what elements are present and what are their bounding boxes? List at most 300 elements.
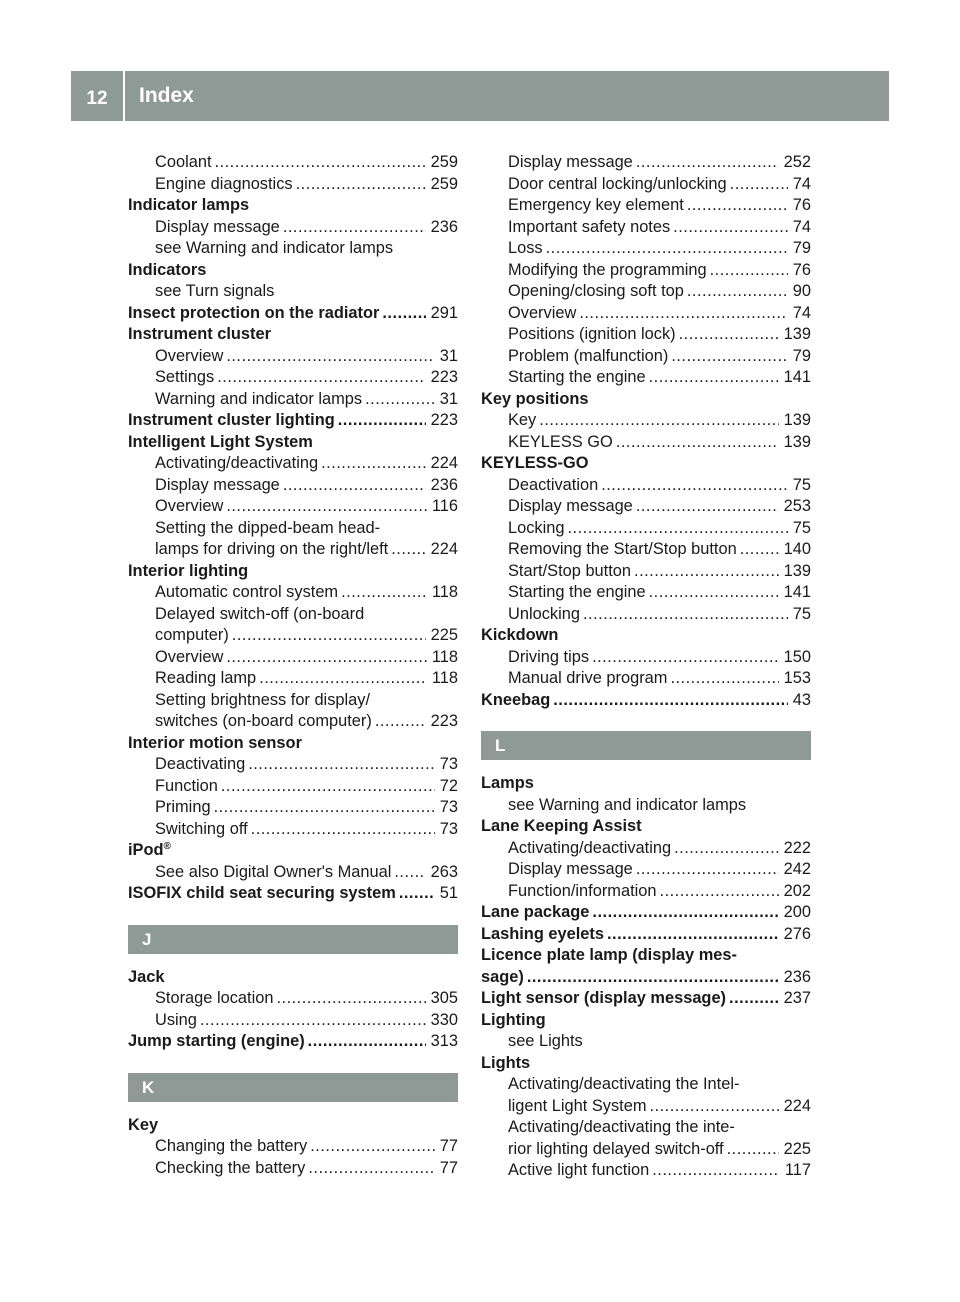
dot-leader [649, 1096, 778, 1118]
index-subentry[interactable] [128, 625, 458, 647]
entry-text: Delayed switch-off (on-board [155, 604, 365, 623]
index-heading[interactable] [481, 945, 811, 967]
entry-text: see Warning and indicator lamps [508, 795, 747, 814]
index-subentry[interactable] [128, 604, 458, 626]
entry-text: Instrument cluster [128, 325, 271, 343]
entry-text: Light sensor (display message) [481, 989, 727, 1007]
entry-text: Activating/deactivating the Intel- [508, 1075, 740, 1093]
dot-leader [687, 195, 788, 217]
index-heading[interactable] [128, 1115, 458, 1137]
index-subentry[interactable] [128, 668, 458, 690]
page-ref[interactable]: 31 [439, 346, 458, 365]
index-subentry[interactable] [128, 1010, 458, 1032]
entry-text: Lighting [481, 1010, 546, 1029]
index-heading[interactable] [481, 902, 811, 924]
entry-text: Activating/deactivating [508, 838, 672, 857]
index-heading[interactable] [128, 324, 458, 346]
entry-text: Setting the dipped-beam head- [155, 518, 381, 537]
index-column-left [128, 152, 458, 1179]
page-ref[interactable]: 76 [792, 196, 811, 214]
entry-text: Overview [508, 303, 577, 322]
index-heading[interactable] [128, 303, 458, 325]
entry-text: Function/information [508, 881, 657, 900]
index-subentry[interactable] [128, 647, 458, 669]
page-ref[interactable]: 224 [783, 1096, 811, 1115]
entry-text: Key [128, 1115, 159, 1134]
index-subentry[interactable] [481, 217, 811, 239]
index-subentry[interactable] [128, 539, 458, 561]
index-subentry[interactable] [481, 647, 811, 669]
dot-leader [226, 647, 427, 669]
dot-leader [276, 988, 425, 1010]
page-ref[interactable]: 139 [783, 561, 811, 580]
index-subentry[interactable] [128, 152, 458, 174]
entry-text: ligent Light System [508, 1096, 647, 1115]
entry-text: Function [155, 776, 218, 795]
index-heading[interactable] [128, 967, 458, 989]
page-ref[interactable]: 51 [439, 884, 458, 902]
index-subentry[interactable] [481, 346, 811, 368]
index-subentry[interactable] [128, 988, 458, 1010]
index-subentry[interactable] [128, 819, 458, 841]
index-heading[interactable] [481, 773, 811, 795]
entry-text: Modifying the programming [508, 260, 707, 279]
dot-leader [539, 410, 778, 432]
page-ref[interactable]: 74 [792, 303, 811, 322]
page-header [71, 71, 889, 121]
dot-leader [730, 174, 788, 196]
page-ref[interactable]: 73 [439, 755, 458, 773]
page-ref[interactable]: 141 [783, 368, 811, 386]
page-ref[interactable]: 118 [431, 647, 458, 666]
entry-text: Driving tips [508, 647, 590, 666]
index-subentry[interactable] [128, 1136, 458, 1158]
dot-leader [259, 668, 427, 690]
index-subentry[interactable] [128, 776, 458, 798]
page-ref[interactable]: 224 [430, 454, 458, 472]
index-subentry[interactable] [481, 795, 811, 817]
entry-text: Unlocking [508, 604, 580, 623]
entry-text: Checking the battery [155, 1158, 306, 1177]
index-heading[interactable] [128, 195, 458, 217]
index-heading[interactable] [128, 432, 458, 454]
entry-text: Switching off [155, 819, 248, 838]
page-ref[interactable]: 223 [430, 411, 458, 429]
entry-text: Key positions [481, 389, 589, 408]
dot-leader [546, 238, 788, 260]
page-ref[interactable]: 139 [783, 411, 811, 429]
page-ref[interactable]: 259 [430, 174, 458, 193]
page-ref[interactable]: 79 [792, 346, 811, 365]
dot-leader [308, 1031, 426, 1053]
index-subentry[interactable] [128, 582, 458, 604]
index-heading[interactable] [481, 967, 811, 989]
index-subentry[interactable] [128, 367, 458, 389]
dot-leader [592, 902, 778, 924]
entry-text: Lights [481, 1053, 531, 1072]
index-subentry[interactable] [481, 152, 811, 174]
index-subentry[interactable] [481, 367, 811, 389]
entry-text: sage) [481, 967, 524, 986]
dot-leader [296, 174, 426, 196]
dot-leader [679, 324, 779, 346]
dot-leader [399, 883, 435, 905]
page-ref[interactable]: 259 [430, 153, 458, 171]
page-ref[interactable]: 222 [783, 838, 811, 857]
dot-leader [673, 217, 788, 239]
index-subentry[interactable] [481, 1117, 811, 1139]
page-ref[interactable]: 263 [430, 862, 458, 881]
page-ref[interactable]: 305 [430, 989, 458, 1007]
page-ref[interactable]: 77 [439, 1158, 458, 1177]
entry-text: Display message [508, 860, 633, 878]
index-subentry[interactable] [128, 711, 458, 733]
dot-leader [310, 1136, 435, 1158]
dot-leader [607, 924, 779, 946]
entry-text: Door central locking/unlocking [508, 174, 727, 193]
dot-leader [308, 1158, 434, 1180]
entry-text: Changing the battery [155, 1137, 308, 1155]
index-subentry[interactable] [481, 496, 811, 518]
entry-text: Jack [128, 967, 165, 986]
index-heading[interactable] [481, 1010, 811, 1032]
index-subentry[interactable] [481, 1160, 811, 1182]
index-subentry[interactable] [481, 859, 811, 881]
index-heading[interactable] [128, 1031, 458, 1053]
index-subentry[interactable] [128, 862, 458, 884]
entry-text: Activating/deactivating [155, 454, 319, 472]
index-subentry[interactable] [481, 539, 811, 561]
page-ref[interactable]: 153 [783, 669, 811, 687]
page-ref[interactable]: 291 [430, 303, 458, 322]
index-subentry[interactable] [128, 238, 458, 260]
index-subentry[interactable] [481, 195, 811, 217]
page-ref[interactable]: 237 [783, 989, 811, 1007]
dot-leader [740, 539, 779, 561]
dot-leader [671, 346, 787, 368]
index-subentry[interactable] [481, 260, 811, 282]
dot-leader [634, 561, 779, 583]
entry-text: ISOFIX child seat securing system [128, 884, 396, 902]
entry-text: Removing the Start/Stop button [508, 540, 737, 558]
index-heading[interactable] [481, 453, 811, 475]
entry-text: Display message [155, 217, 280, 236]
index-subentry[interactable] [481, 582, 811, 604]
index-heading[interactable] [481, 816, 811, 838]
index-subentry[interactable] [128, 496, 458, 518]
page-ref[interactable]: 242 [783, 860, 811, 878]
dot-leader [251, 819, 435, 841]
index-subentry[interactable] [481, 1096, 811, 1118]
dot-leader [729, 988, 779, 1010]
dot-leader [636, 496, 779, 518]
entry-text: KEYLESS-GO [481, 454, 589, 472]
dot-leader [568, 518, 788, 540]
section-letter: K [128, 1073, 458, 1102]
index-subentry[interactable] [481, 668, 811, 690]
entry-text: Overview [155, 346, 224, 365]
index-heading[interactable] [128, 733, 458, 755]
dot-leader [652, 1160, 780, 1182]
page-ref[interactable]: 225 [783, 1139, 811, 1158]
entry-text: Display message [508, 497, 633, 515]
page-ref[interactable]: 139 [783, 325, 811, 343]
entry-text: Intelligent Light System [128, 432, 313, 451]
entry-text: Locking [508, 518, 565, 537]
entry-text: Warning and indicator lamps [155, 389, 363, 408]
page-ref[interactable]: 116 [431, 497, 458, 515]
registered-mark: ® [163, 841, 171, 852]
index-subentry[interactable] [128, 797, 458, 819]
page-ref[interactable]: 200 [783, 903, 811, 921]
page-ref[interactable]: 117 [784, 1161, 811, 1179]
page-ref[interactable]: 43 [792, 690, 811, 709]
page-ref[interactable]: 330 [430, 1010, 458, 1029]
entry-text: Display message [508, 153, 633, 171]
entry-text: see Warning and indicator lamps [155, 239, 394, 257]
index-subentry[interactable] [481, 881, 811, 903]
dot-leader [226, 496, 427, 518]
index-subentry[interactable] [481, 1074, 811, 1096]
index-subentry[interactable] [128, 475, 458, 497]
page-ref[interactable]: 74 [792, 174, 811, 193]
index-subentry[interactable] [481, 324, 811, 346]
entry-text: Emergency key element [508, 196, 684, 214]
page-ref[interactable]: 236 [430, 475, 458, 494]
index-subentry[interactable] [481, 410, 811, 432]
dot-leader [338, 410, 426, 432]
dot-leader [248, 754, 435, 776]
entry-text: Licence plate lamp (display mes- [481, 946, 737, 964]
page-ref[interactable]: 150 [783, 647, 811, 666]
entry-text: Key [508, 411, 537, 429]
dot-leader [283, 475, 426, 497]
index-subentry[interactable] [481, 475, 811, 497]
entry-text: Storage location [155, 989, 274, 1007]
entry-text: Starting the engine [508, 368, 646, 386]
entry-text: Automatic control system [155, 583, 339, 601]
dot-leader [727, 1139, 779, 1161]
entry-text: Interior motion sensor [128, 733, 302, 752]
index-heading[interactable] [481, 625, 811, 647]
entry-text: KEYLESS GO [508, 432, 613, 451]
entry-text: Problem (malfunction) [508, 346, 669, 365]
dot-leader [636, 859, 779, 881]
section-letter: L [481, 731, 811, 760]
entry-text: Activating/deactivating the inte- [508, 1118, 735, 1136]
entry-text: Jump starting (engine) [128, 1032, 305, 1050]
index-subentry[interactable] [128, 754, 458, 776]
page-ref[interactable]: 118 [431, 583, 458, 601]
entry-text: Using [155, 1010, 197, 1029]
entry-text: Instrument cluster lighting [128, 411, 335, 429]
index-subentry[interactable] [128, 518, 458, 540]
page-ref[interactable]: 75 [792, 475, 811, 494]
entry-text: see Turn signals [155, 282, 275, 300]
index-subentry[interactable] [481, 174, 811, 196]
index-heading[interactable] [128, 260, 458, 282]
index-heading[interactable] [481, 924, 811, 946]
dot-leader [200, 1010, 426, 1032]
entry-text: Setting brightness for display/ [155, 690, 371, 709]
dot-leader [592, 647, 779, 669]
entry-text: lamps for driving on the right/left [155, 540, 389, 558]
index-subentry[interactable] [128, 346, 458, 368]
index-subentry[interactable] [481, 838, 811, 860]
entry-text: iPod® [128, 841, 171, 859]
index-heading[interactable] [128, 883, 458, 905]
index-subentry[interactable] [481, 281, 811, 303]
dot-leader [375, 711, 426, 733]
page-ref[interactable]: 276 [783, 924, 811, 943]
index-subentry[interactable] [128, 453, 458, 475]
page-ref[interactable]: 224 [430, 540, 458, 558]
dot-leader [674, 838, 779, 860]
index-subentry[interactable] [481, 303, 811, 325]
page-ref[interactable]: 253 [783, 497, 811, 515]
dot-leader [391, 539, 425, 561]
index-heading[interactable] [128, 840, 458, 862]
dot-leader [583, 604, 788, 626]
entry-text: Overview [155, 497, 224, 515]
page-ref[interactable]: 236 [783, 967, 811, 986]
section-title: Index [139, 84, 194, 107]
page-ref[interactable]: 140 [783, 540, 811, 558]
entry-text: Lane package [481, 903, 590, 921]
dot-leader [221, 776, 435, 798]
entry-text: Kickdown [481, 626, 559, 644]
entry-text: Lamps [481, 774, 534, 792]
entry-text: Insect protection on the radiator [128, 303, 380, 322]
page-ref[interactable]: 118 [431, 669, 458, 687]
index-subentry[interactable] [481, 561, 811, 583]
page-ref[interactable]: 72 [439, 776, 458, 795]
dot-leader [283, 217, 426, 239]
dot-leader [670, 668, 778, 690]
dot-leader [636, 152, 779, 174]
dot-leader [321, 453, 426, 475]
index-heading[interactable] [481, 1053, 811, 1075]
index-subentry[interactable] [481, 1139, 811, 1161]
index-subentry[interactable] [128, 217, 458, 239]
page-ref[interactable]: 202 [783, 881, 811, 900]
entry-text: Loss [508, 239, 543, 257]
entry-text: Engine diagnostics [155, 174, 293, 193]
dot-leader [649, 367, 779, 389]
entry-text: Starting the engine [508, 583, 646, 601]
entry-text: Deactivating [155, 755, 246, 773]
page-ref[interactable]: 90 [792, 282, 811, 300]
index-heading[interactable] [481, 988, 811, 1010]
page-ref[interactable]: 73 [439, 798, 458, 816]
page-ref[interactable]: 31 [439, 389, 458, 408]
index-subentry[interactable] [128, 174, 458, 196]
index-subentry[interactable] [128, 281, 458, 303]
index-subentry[interactable] [128, 1158, 458, 1180]
dot-leader [649, 582, 779, 604]
entry-text: Deactivation [508, 475, 599, 494]
entry-text: see Lights [508, 1032, 583, 1050]
dot-leader [226, 346, 434, 368]
dot-leader [601, 475, 788, 497]
dot-leader [217, 367, 425, 389]
entry-text: Priming [155, 798, 211, 816]
index-subentry[interactable] [128, 389, 458, 411]
page-ref[interactable]: 223 [430, 368, 458, 386]
entry-text: Coolant [155, 153, 212, 171]
entry-text: Kneebag [481, 690, 551, 709]
index-subentry[interactable] [481, 518, 811, 540]
entry-text: Interior lighting [128, 561, 249, 580]
entry-text: Reading lamp [155, 669, 257, 687]
entry-text: Start/Stop button [508, 561, 632, 580]
dot-leader [394, 862, 425, 884]
page-ref[interactable]: 225 [430, 626, 458, 644]
dot-leader [341, 582, 427, 604]
page-number: 12 [71, 71, 125, 121]
index-subentry[interactable] [481, 432, 811, 454]
entry-text: rior lighting delayed switch-off [508, 1139, 724, 1158]
dot-leader [365, 389, 435, 411]
entry-text: Indicator lamps [128, 196, 250, 214]
dot-leader [687, 281, 788, 303]
index-subentry[interactable] [128, 690, 458, 712]
entry-text: switches (on-board computer) [155, 712, 372, 730]
index-column-right [481, 152, 811, 1182]
entry-text: computer) [155, 626, 229, 644]
index-heading[interactable] [128, 561, 458, 583]
page-ref[interactable]: 223 [430, 712, 458, 730]
dot-leader [660, 881, 779, 903]
index-heading[interactable] [481, 389, 811, 411]
dot-leader [214, 797, 435, 819]
page-ref[interactable]: 79 [792, 239, 811, 257]
index-heading[interactable] [128, 410, 458, 432]
entry-text: Active light function [508, 1161, 650, 1179]
page-ref[interactable]: 75 [792, 604, 811, 623]
page-ref[interactable]: 73 [439, 819, 458, 838]
index-subentry[interactable] [481, 238, 811, 260]
entry-text: Positions (ignition lock) [508, 325, 676, 343]
entry-text: Important safety notes [508, 217, 671, 236]
entry-text: Display message [155, 475, 280, 494]
section-letter: J [128, 925, 458, 954]
index-subentry[interactable] [481, 604, 811, 626]
page-ref[interactable]: 77 [439, 1137, 458, 1155]
dot-leader [215, 152, 426, 174]
page-ref[interactable]: 139 [783, 432, 811, 451]
dot-leader [527, 967, 779, 989]
entry-text: Indicators [128, 260, 207, 279]
dot-leader [579, 303, 787, 325]
index-subentry[interactable] [481, 1031, 811, 1053]
page-ref[interactable]: 236 [430, 217, 458, 236]
dot-leader [710, 260, 788, 282]
page-ref[interactable]: 141 [783, 583, 811, 601]
page-ref[interactable]: 75 [792, 518, 811, 537]
dot-leader [616, 432, 779, 454]
entry-text: Settings [155, 368, 215, 386]
dot-leader [382, 303, 425, 325]
dot-leader [232, 625, 426, 647]
page-ref[interactable]: 313 [430, 1032, 458, 1050]
entry-text: Overview [155, 647, 224, 666]
dot-leader [553, 690, 788, 712]
index-heading[interactable] [481, 690, 811, 712]
page-ref[interactable]: 252 [783, 153, 811, 171]
page-ref[interactable]: 74 [792, 217, 811, 236]
page-ref[interactable]: 76 [792, 260, 811, 279]
